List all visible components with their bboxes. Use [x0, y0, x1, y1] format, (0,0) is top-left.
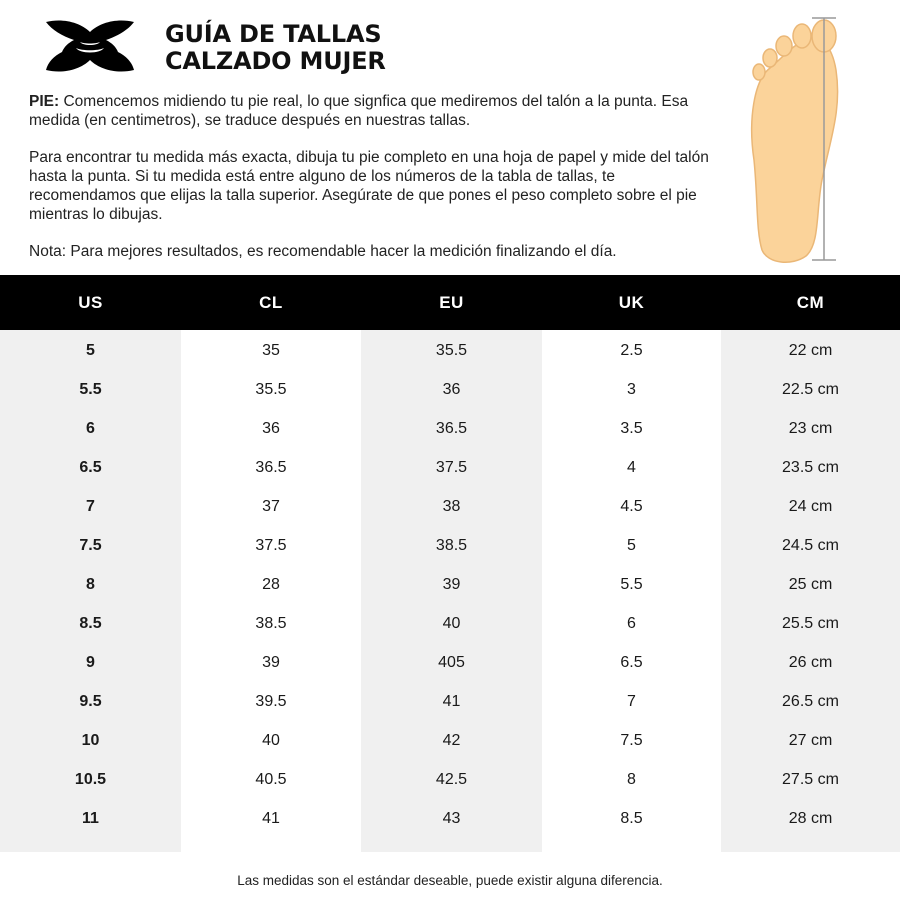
table-cell: 35.5 — [435, 341, 468, 359]
table-cell: 7.5 — [620, 731, 643, 749]
table-cell: 24 cm — [788, 497, 833, 515]
table-cell: 43 — [442, 809, 461, 827]
table-cell: 38 — [442, 497, 461, 515]
table-cell: 37 — [262, 497, 280, 515]
table-cell: 5 — [86, 341, 95, 359]
intro-foot-lead: PIE: — [29, 93, 60, 110]
table-cell: 36.5 — [435, 419, 468, 437]
table-cell: 36.5 — [255, 458, 287, 476]
table-cell: 7 — [86, 497, 95, 515]
header-us: US — [78, 292, 103, 312]
size-table — [0, 330, 900, 852]
intro-foot-text: Comencemos midiendo tu pie real, lo que signfica que mediremos del talón a la punta. Esa medida (en centimetros), se traduce después en nuestras tallas. — [29, 93, 689, 129]
table-cell: 5.5 — [79, 380, 102, 398]
table-cell: 27 cm — [788, 731, 833, 749]
column-eu — [361, 330, 542, 852]
table-cell: 6 — [627, 614, 636, 632]
table-cell: 35 — [262, 341, 280, 359]
table-cell: 23.5 cm — [782, 458, 839, 476]
table-cell: 37.5 — [255, 536, 287, 554]
table-cell: 2.5 — [620, 341, 643, 359]
table-cell: 23 cm — [788, 419, 833, 437]
table-cell: 36 — [262, 419, 280, 437]
table-cell: 6 — [86, 419, 95, 437]
table-cell: 4 — [627, 458, 636, 476]
intro-text — [29, 92, 719, 279]
table-cell: 38.5 — [255, 614, 287, 632]
table-cell: 5.5 — [620, 575, 643, 593]
header-cm: CM — [796, 292, 825, 312]
table-cell: 22 cm — [788, 341, 833, 359]
table-cell: 26 cm — [788, 653, 833, 671]
table-cell: 3 — [627, 380, 636, 398]
table-cell: 40.5 — [255, 770, 287, 788]
table-cell: 6.5 — [620, 653, 643, 671]
table-cell: 4.5 — [620, 497, 643, 515]
column-cm — [721, 330, 900, 852]
table-cell: 25.5 cm — [782, 614, 839, 632]
size-table-header — [0, 275, 900, 330]
table-cell: 28 — [262, 575, 280, 593]
header-uk: UK — [618, 292, 645, 312]
column-uk — [542, 330, 721, 852]
table-cell: 39 — [262, 653, 280, 671]
title-line-1: GUÍA DE TALLAS — [165, 20, 382, 48]
intro-paragraph-note — [29, 242, 719, 261]
table-cell: 42 — [442, 731, 461, 749]
intro-paragraph-foot — [29, 92, 719, 130]
page-title — [165, 21, 386, 75]
table-cell: 41 — [262, 809, 280, 827]
table-cell: 9.5 — [79, 692, 102, 710]
table-cell: 39.5 — [255, 692, 287, 710]
column-us — [0, 330, 181, 852]
table-cell: 42.5 — [435, 770, 468, 788]
table-cell: 26.5 cm — [782, 692, 839, 710]
table-cell: 11 — [82, 809, 99, 827]
table-cell: 36 — [442, 380, 461, 398]
title-line-2: CALZADO MUJER — [165, 47, 386, 75]
table-cell: 41 — [442, 692, 461, 710]
table-cell: 27.5 cm — [782, 770, 839, 788]
header-eu: EU — [439, 292, 464, 312]
table-cell: 22.5 cm — [782, 380, 839, 398]
table-cell: 8 — [627, 770, 636, 788]
table-cell: 38.5 — [435, 536, 468, 554]
note-lead: Nota: — [29, 243, 67, 260]
foot-outline-icon — [740, 10, 850, 268]
table-cell: 7.5 — [79, 536, 102, 554]
table-cell: 8.5 — [620, 809, 643, 827]
column-cl — [181, 330, 361, 852]
intro-paragraph-measure: Para encontrar tu medida más exacta, dibuja tu pie completo en una hoja de papel y mide del talón hasta la punta. Si tu medida está entre alguno de los números de la tabla de tallas, te recomendamos que elijas la talla superior. Asegúrate de que pones el peso completo sobre el pie mientras lo dibujas. — [29, 149, 709, 223]
table-cell: 10.5 — [74, 770, 107, 788]
table-cell: 3.5 — [620, 419, 643, 437]
header-cl: CL — [259, 292, 283, 312]
table-cell: 24.5 cm — [782, 536, 839, 554]
table-cell: 8 — [86, 575, 95, 593]
table-cell: 40 — [262, 731, 280, 749]
footnote: Las medidas son el estándar deseable, puede existir alguna diferencia. — [237, 873, 663, 888]
table-cell: 405 — [438, 653, 465, 671]
note-text: Para mejores resultados, es recomendable hacer la medición finalizando el día. — [66, 243, 617, 260]
table-cell: 10 — [81, 731, 100, 749]
table-cell: 5 — [627, 536, 636, 554]
table-cell: 7 — [627, 692, 636, 710]
table-cell: 6.5 — [79, 458, 102, 476]
table-cell: 8.5 — [79, 614, 102, 632]
table-cell: 37.5 — [435, 458, 468, 476]
under-armour-logo-icon — [42, 16, 138, 76]
table-cell: 40 — [442, 614, 461, 632]
table-cell: 35.5 — [255, 380, 287, 398]
table-cell: 28 cm — [788, 809, 833, 827]
table-cell: 25 cm — [788, 575, 833, 593]
table-cell: 9 — [86, 653, 95, 671]
table-cell: 39 — [442, 575, 461, 593]
